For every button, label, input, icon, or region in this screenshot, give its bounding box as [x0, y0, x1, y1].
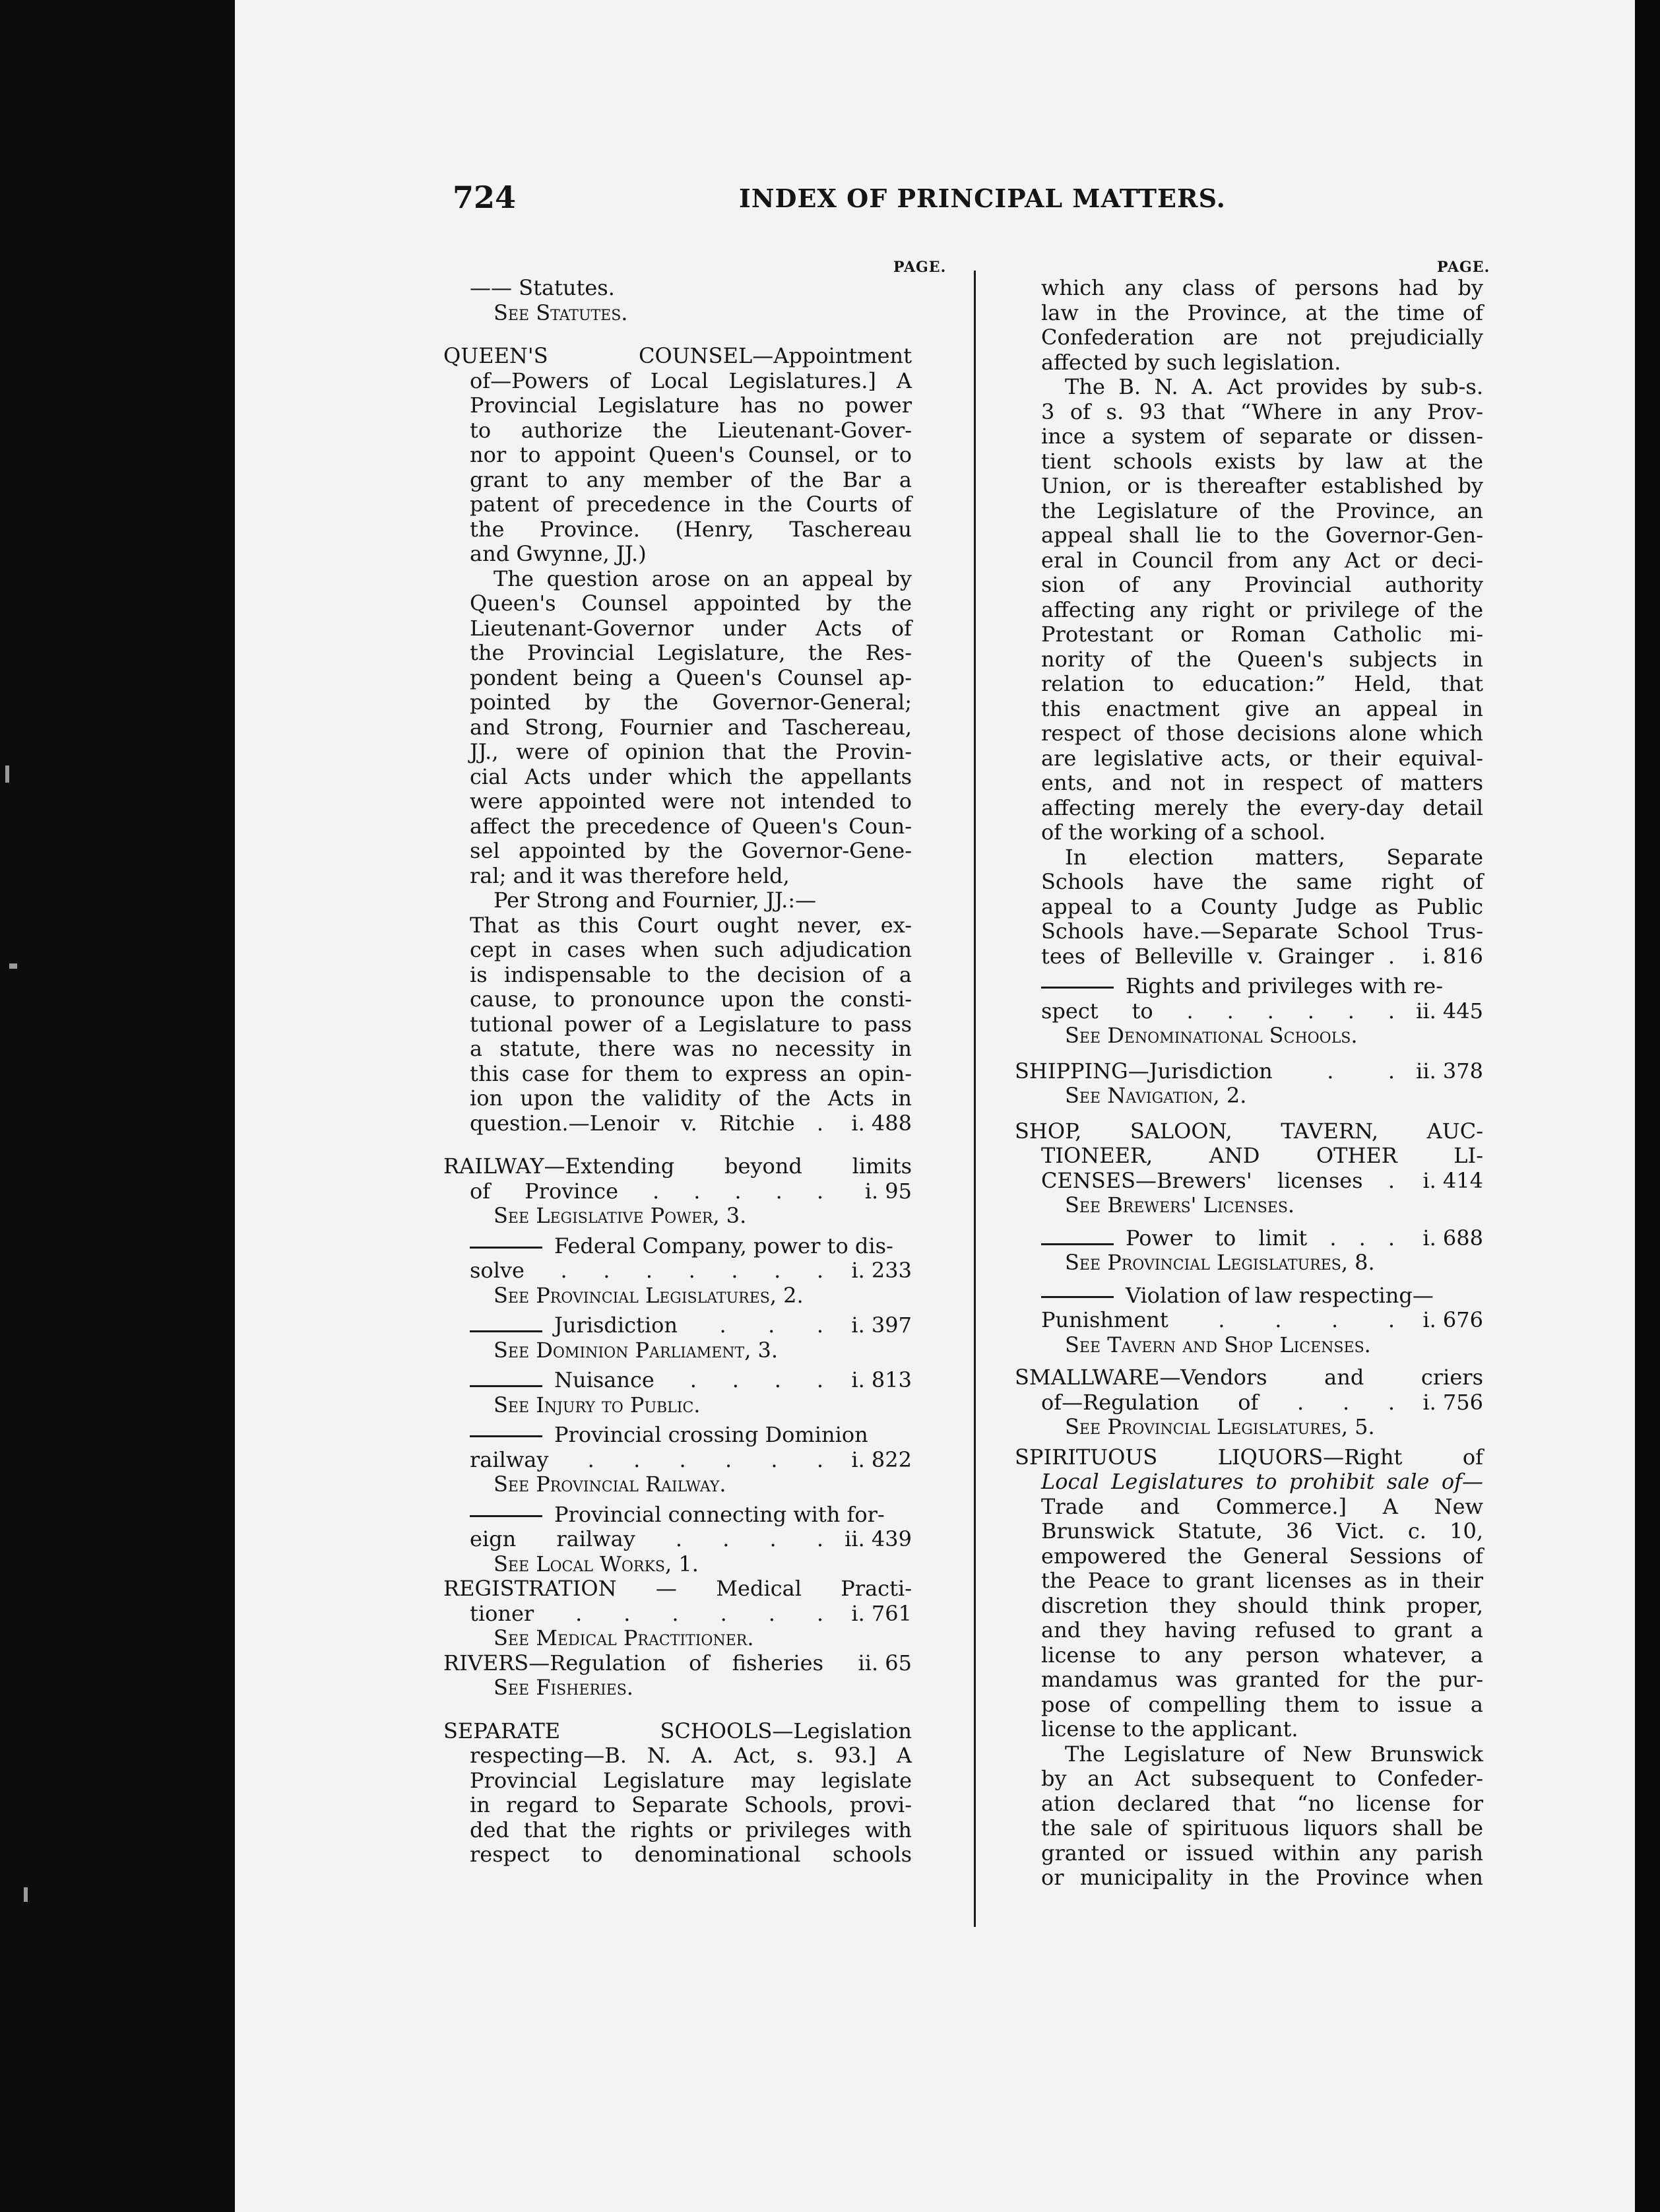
page-ref: i. 761	[851, 1600, 912, 1626]
repeat-dash	[1041, 1296, 1114, 1298]
repeat-dash	[1041, 1243, 1114, 1245]
see-reference: See Provincial Legislatures, 8.	[1065, 1250, 1375, 1275]
see-reference: See Provincial Legislatures, 2.	[494, 1282, 804, 1308]
repeat-dash	[470, 1385, 542, 1387]
index-entry-railway: RAILWAY—Extending beyond limits of Province . . . . . i. 95 See Legislative Power, 3. Federal Company, power to dis- solve . . . . . . . i. 233 See Provincial Legislatures, 2. Jurisdiction . . . i. 397 See Dominion Parliament, 3. Nuisance . . . . i. 813 See Injury to Public. Provincial crossing Dominion railway . . . . . . i. 822 See Provincial Railway. Provincial connecting with for- eign railway . . . . ii. 439 See Local Works, 1.	[443, 1154, 912, 1577]
page-ref: i. 488	[851, 1110, 912, 1136]
scan-speck	[24, 1887, 28, 1902]
page-ref: ii. 65	[858, 1650, 912, 1675]
see-reference: See Local Works, 1.	[494, 1551, 699, 1577]
scan-speck	[5, 765, 9, 783]
scan-speck	[9, 963, 17, 969]
index-entry-rights-privileges: Rights and privileges with re- spect to . . . . . . ii. 445 See Denominational Schools.	[1015, 974, 1483, 1049]
repeat-dash	[470, 1330, 542, 1332]
left-column	[443, 276, 912, 1868]
page-ref: i. 813	[851, 1367, 912, 1392]
index-entry-queens-counsel: QUEEN'S COUNSEL—Appointment of—Powers of Local Legislatures.] A Provincial Legislature has no power to authorize the Lieutenant-Gover- nor to appoint Queen's Counsel, or to grant to any member of the Bar a patent of precedence in the Courts of the Province. (Henry, Taschereau and Gwynne, JJ.) The question arose on an appeal by Queen's Counsel appointed by the Lieutenant-Governor under Acts of the Provincial Legislature, the Res- pondent being a Queen's Counsel ap- pointed by the Governor-General; and Strong, Fournier and Taschereau, JJ., were of opinion that the Provin- cial Acts under which the appellants were appointed were not intended to affect the precedence of Queen's Coun- sel appointed by the Governor-Gene- ral; and it was therefore held, Per Strong and Fournier, JJ.:— That as this Court ought never, ex- cept in cases when such adjudication is indispensable to the decision of a cause, to pronounce upon the consti- tutional power of a Legislature to pass a statute, there was no necessity in this case for them to express an opin- ion upon the validity of the Acts in question.—Lenoir v. Ritchie . i. 488	[443, 343, 912, 1136]
page-ref: ii. 439	[845, 1526, 912, 1551]
page-ref: i. 816	[1422, 943, 1483, 969]
index-entry-spirituous-liquors: SPIRITUOUS LIQUORS—Right of Local Legislatures to prohibit sale of— Trade and Commerce.] A New Brunswick Statute, 36 Vict. c. 10, empowered the General Sessions of the Peace to grant licenses as in their discretion they should think proper, and they having refused to grant a license to any person whatever, a mandamus was granted for the pur- pose of compelling them to issue a license to the applicant. The Legislature of New Brunswick by an Act subsequent to Confeder- ation declared that “no license for the sale of spirituous liquors shall be granted or issued within any parish or municipality in the Province when	[1015, 1444, 1483, 1890]
see-reference: See Legislative Power, 3.	[494, 1203, 747, 1228]
page-ref: ii. 445	[1416, 998, 1483, 1024]
repeat-dash	[1041, 987, 1114, 989]
page-ref: i. 756	[1422, 1389, 1483, 1415]
index-entry-rivers: RIVERS—Regulation of fisheries ii. 65 See Fisheries.	[443, 1650, 912, 1700]
running-title: INDEX OF PRINCIPAL MATTERS.	[739, 183, 1226, 213]
page-ref: i. 233	[851, 1258, 912, 1283]
index-entry-smallware: SMALLWARE—Vendors and criers of—Regulation of . . . i. 756 See Provincial Legislatures, 5.	[1015, 1365, 1483, 1439]
see-reference: See Provincial Railway.	[494, 1472, 726, 1497]
repeat-dash	[470, 1515, 542, 1517]
facing-page-edge	[1635, 0, 1660, 2212]
see-reference: See Brewers' Licenses.	[1065, 1192, 1295, 1218]
index-entry-shipping: SHIPPING—Jurisdiction . . ii. 378 See Navigation, 2.	[1015, 1058, 1483, 1108]
column-header-left: PAGE.	[893, 259, 947, 276]
see-reference: See Provincial Legislatures, 5.	[1065, 1414, 1375, 1439]
index-entry-shop-licenses: SHOP, SALOON, TAVERN, AUC- TIONEER, AND OTHER LI- CENSES—Brewers' licenses . i. 414 See Brewers' Licenses. Power to limit . . . i. 688 See Provincial Legislatures, 8. Violation of law respecting— Punishment . . . . i. 676 See Tavern and Shop Licenses.	[1015, 1118, 1483, 1357]
column-divider	[974, 271, 976, 1927]
page-ref: i. 95	[864, 1178, 912, 1204]
page-ref: ii. 378	[1416, 1058, 1483, 1084]
page-ref: i. 414	[1422, 1167, 1483, 1193]
repeat-dash	[470, 1247, 542, 1249]
see-reference: See Navigation, 2.	[1065, 1083, 1247, 1108]
page-ref: i. 688	[1422, 1225, 1483, 1251]
index-entry-separate-schools: SEPARATE SCHOOLS—Legislation respecting—B. N. A. Act, s. 93.] A Provincial Legislature may legislate in regard to Separate Schools, provi- ded that the rights or privileges with respect to denominational schools	[443, 1718, 912, 1867]
page-number: 724	[453, 179, 517, 215]
page-ref: i. 397	[851, 1313, 912, 1338]
see-reference: See Dominion Parliament, 3.	[494, 1337, 779, 1363]
column-header-right: PAGE.	[1437, 259, 1490, 276]
repeat-dash	[470, 1435, 542, 1437]
index-entry-statutes: —— Statutes.	[470, 275, 615, 300]
page-ref: i. 676	[1422, 1307, 1483, 1332]
right-column	[1015, 276, 1483, 1891]
see-reference: See Injury to Public.	[494, 1392, 701, 1417]
see-reference: See Medical Practitioner.	[494, 1625, 754, 1650]
see-reference: See Tavern and Shop Licenses.	[1065, 1332, 1371, 1357]
see-reference: See Fisheries.	[494, 1675, 633, 1700]
see-reference: See Statutes.	[494, 300, 628, 325]
index-entry-registration: REGISTRATION — Medical Practi- tioner . . . . . . i. 761 See Medical Practitioner.	[443, 1576, 912, 1650]
see-reference: See Denominational Schools.	[1065, 1023, 1358, 1048]
page-ref: i. 822	[851, 1447, 912, 1472]
index-entry-separate-schools-continued: which any class of persons had by law in the Province, at the time of Confederation are not prejudicially affected by such legislation. The B. N. A. Act provides by sub-s. 3 of s. 93 that “Where in any Prov- ince a system of separate or dissen- tient schools exists by law at the Union, or is thereafter established by the Legislature of the Province, an appeal shall lie to the Governor-Gen- eral in Council from any Act or deci- sion of any Provincial authority affecting any right or privilege of the Protestant or Roman Catholic mi- nority of the Queen's subjects in relation to education:” Held, that this enactment give an appeal in respect of those decisions alone which are legislative acts, or their equival- ents, and not in respect of matters affecting merely the every-day detail of the working of a school. In election matters, Separate Schools have the same right of appeal to a County Judge as Public Schools have.—Separate School Trus- tees of Belleville v. Grainger . i. 816	[1041, 275, 1483, 969]
